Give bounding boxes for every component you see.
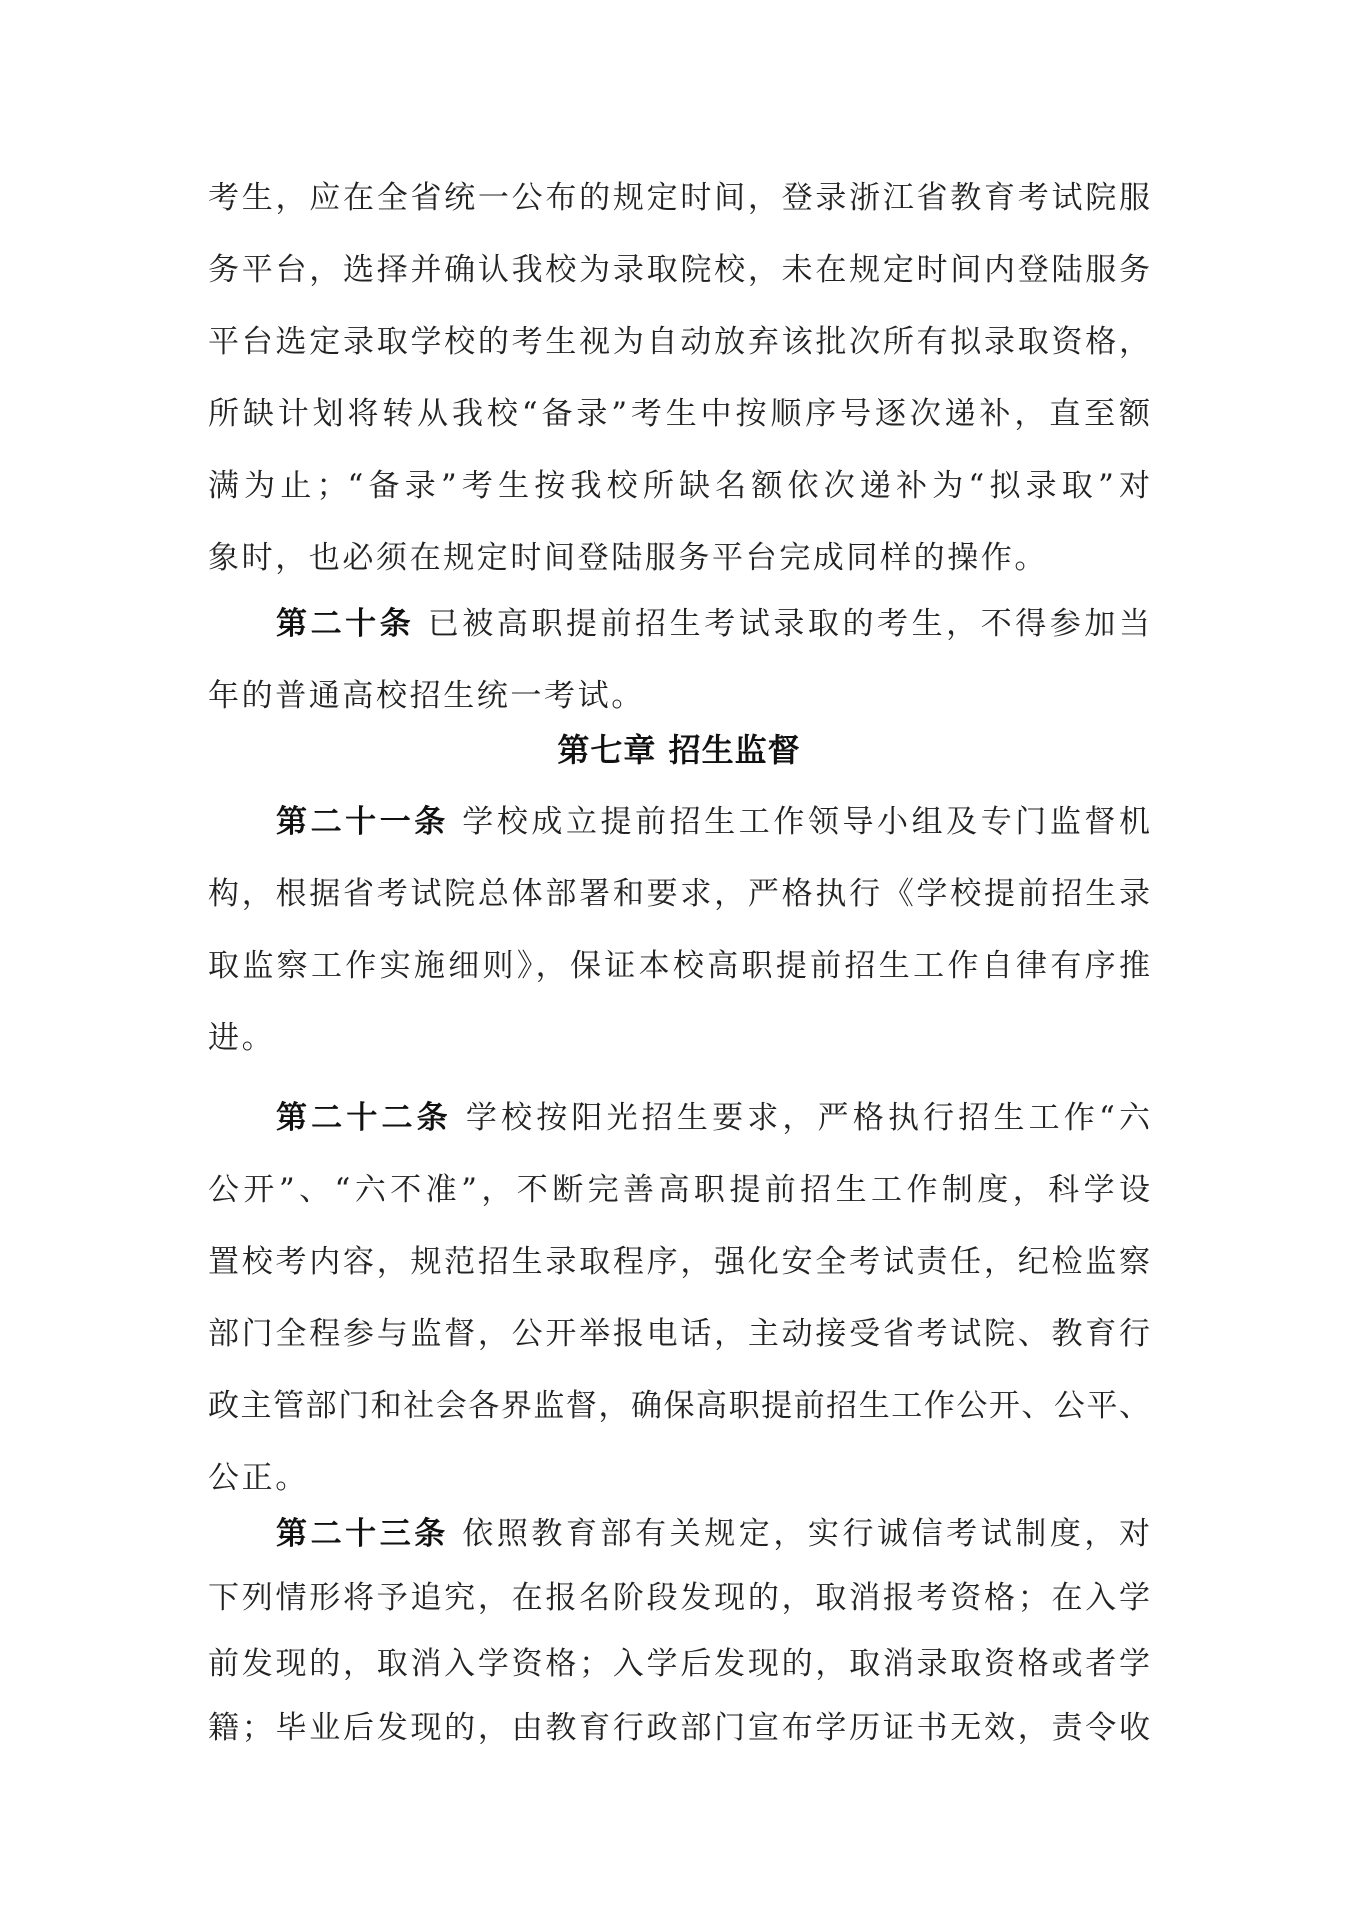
article-21-line: 进。 bbox=[208, 1020, 276, 1056]
chapter-heading: 第七章 招生监督 bbox=[557, 731, 801, 769]
paragraph-line: 务平台，选择并确认我校为录取院校，未在规定时间内登陆服务 bbox=[208, 252, 1150, 288]
article-22-line: 公开”、“六不准”，不断完善高职提前招生工作制度，科学设 bbox=[208, 1172, 1150, 1208]
article-23-first-line bbox=[276, 1514, 1150, 1554]
article-21-line: 构，根据省考试院总体部署和要求，严格执行《学校提前招生录 bbox=[208, 876, 1150, 912]
paragraph-line: 考生，应在全省统一公布的规定时间，登录浙江省教育考试院服 bbox=[208, 180, 1150, 216]
paragraph-line: 平台选定录取学校的考生视为自动放弃该批次所有拟录取资格， bbox=[208, 324, 1150, 360]
article-23-line: 前发现的，取消入学资格；入学后发现的，取消录取资格或者学 bbox=[208, 1646, 1150, 1682]
article-20-text: 已被高职提前招生考试录取的考生，不得参加当 bbox=[427, 606, 1150, 642]
article-20-line: 年的普通高校招生统一考试。 bbox=[208, 678, 645, 714]
article-23-label: 第二十三条 bbox=[276, 1516, 449, 1552]
article-21-label: 第二十一条 bbox=[276, 804, 449, 840]
paragraph-line: 所缺计划将转从我校“备录”考生中按顺序号逐次递补，直至额 bbox=[208, 396, 1150, 432]
article-20-label: 第二十条 bbox=[276, 606, 415, 642]
article-22-line: 置校考内容，规范招生录取程序，强化安全考试责任，纪检监察 bbox=[208, 1244, 1150, 1280]
article-22-line: 公正。 bbox=[208, 1460, 309, 1496]
article-20-first-line bbox=[276, 604, 1150, 644]
article-23-line: 籍；毕业后发现的，由教育行政部门宣布学历证书无效，责令收 bbox=[208, 1710, 1150, 1746]
article-22-line: 政主管部门和社会各界监督，确保高职提前招生工作公开、公平、 bbox=[208, 1388, 1150, 1424]
article-21-line: 取监察工作实施细则》，保证本校高职提前招生工作自律有序推 bbox=[208, 948, 1150, 984]
article-22-first-line bbox=[276, 1098, 1150, 1138]
article-23-line: 下列情形将予追究，在报名阶段发现的，取消报考资格；在入学 bbox=[208, 1580, 1150, 1616]
article-23-text: 依照教育部有关规定，实行诚信考试制度，对 bbox=[462, 1516, 1150, 1552]
article-21-text: 学校成立提前招生工作领导小组及专门监督机 bbox=[462, 804, 1150, 840]
article-22-text: 学校按阳光招生要求，严格执行招生工作“六 bbox=[465, 1100, 1150, 1136]
article-22-label: 第二十二条 bbox=[276, 1100, 452, 1136]
paragraph-line: 满为止；“备录”考生按我校所缺名额依次递补为“拟录取”对 bbox=[208, 468, 1150, 504]
article-21-first-line bbox=[276, 802, 1150, 842]
paragraph-line: 象时，也必须在规定时间登陆服务平台完成同样的操作。 bbox=[208, 540, 1048, 576]
article-22-line: 部门全程参与监督，公开举报电话，主动接受省考试院、教育行 bbox=[208, 1316, 1150, 1352]
